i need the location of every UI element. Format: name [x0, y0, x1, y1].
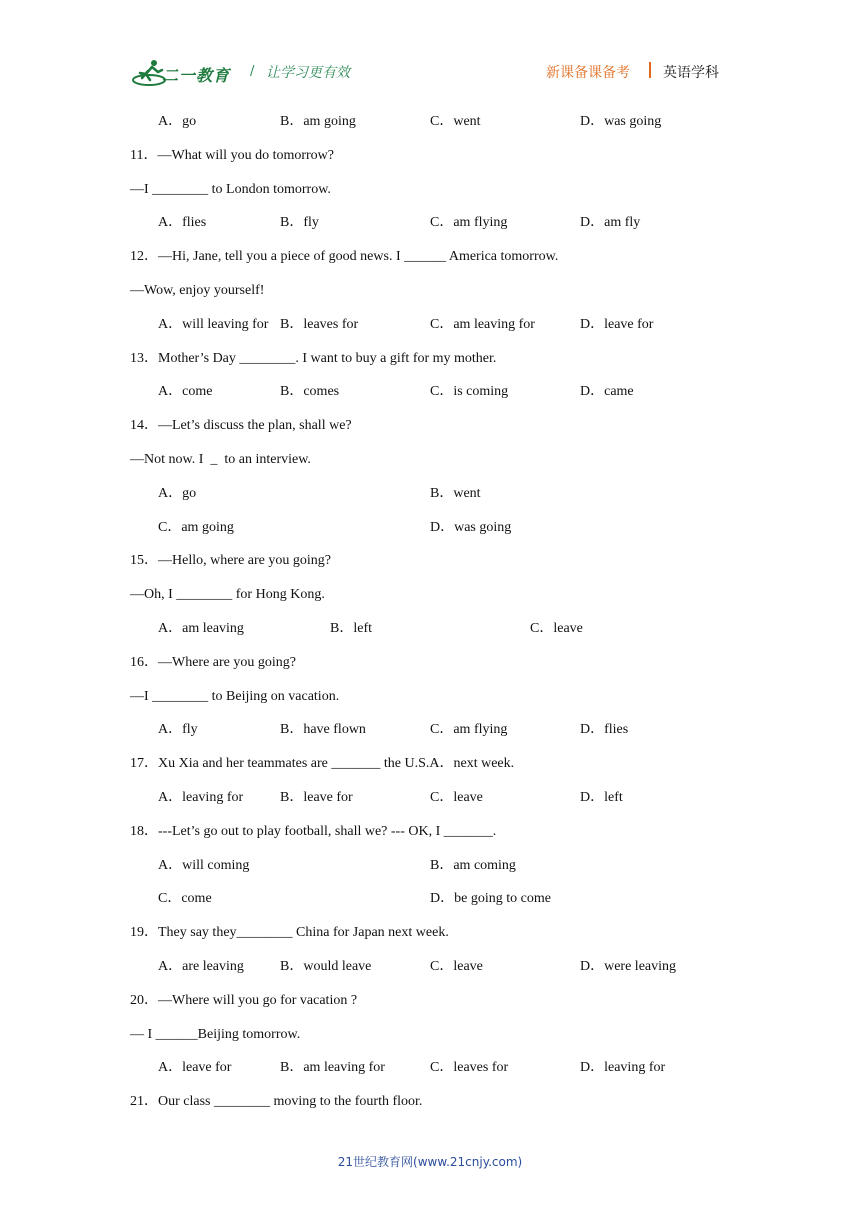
question-text: 11．—What will you do tomorrow? — [130, 147, 335, 163]
answer-option: B．left — [330, 620, 372, 636]
option-row — [130, 380, 730, 414]
question-text: — I ______Beijing tomorrow. — [130, 1026, 301, 1042]
answer-option: C．is coming — [430, 384, 509, 400]
answer-option: A．will leaving for — [158, 316, 269, 332]
answer-option: D．was going — [580, 114, 662, 129]
answer-option: B．am leaving for — [280, 1060, 385, 1076]
answer-option: B．am coming — [430, 857, 516, 873]
option-row — [130, 313, 730, 347]
answer-option: D．came — [580, 384, 634, 400]
option-row — [130, 887, 730, 921]
answer-option: C．am leaving for — [430, 316, 535, 332]
answer-option: C．leave — [530, 620, 583, 636]
question-text: —I ________ to Beijing on vacation. — [130, 688, 340, 704]
option-row — [130, 110, 730, 144]
question-text: —Wow, enjoy yourself! — [130, 282, 265, 298]
answer-option: B．would leave — [280, 958, 372, 974]
answer-option: A．will coming — [158, 857, 250, 873]
answer-option: A．fly — [158, 722, 198, 738]
answer-option: D．left — [580, 789, 623, 805]
question-text: —Not now. I _ to an interview. — [130, 451, 311, 467]
answer-option: A．come — [158, 384, 213, 400]
option-row — [130, 854, 730, 888]
answer-option: B．went — [430, 485, 481, 501]
answer-option: C．went — [430, 114, 481, 129]
answer-option: C．am going — [158, 519, 234, 535]
answer-option: B．comes — [280, 384, 340, 400]
question-list — [130, 110, 730, 1124]
header-slash: / — [250, 64, 255, 79]
answer-option: A．leaving for — [158, 789, 244, 805]
option-row — [130, 617, 730, 651]
answer-option: C．leaves for — [430, 1060, 509, 1076]
option-row — [130, 718, 730, 752]
option-row — [130, 482, 730, 516]
question-text: 13．Mother’s Day ________. I want to buy a gift for my mother. — [130, 350, 497, 366]
question-text: 12．—Hi, Jane, tell you a piece of good news. I ______ America tomorrow. — [130, 249, 559, 265]
question-text: —I ________ to London tomorrow. — [130, 181, 331, 197]
answer-option: A．flies — [158, 215, 207, 231]
question-text: 20．—Where will you go for vacation ? — [130, 992, 358, 1008]
option-row — [130, 1056, 730, 1090]
page-header — [130, 56, 730, 88]
answer-option: A．go — [158, 485, 197, 501]
answer-option: C．leave — [430, 958, 483, 974]
question-text: —Oh, I ________ for Hong Kong. — [130, 587, 325, 603]
answer-option: C．am flying — [430, 722, 508, 738]
answer-option: A．am leaving — [158, 620, 244, 636]
answer-option: B．have flown — [280, 722, 366, 738]
option-row — [130, 955, 730, 989]
answer-option: D．flies — [580, 722, 629, 738]
answer-option: C．come — [158, 891, 212, 907]
header-separator — [649, 62, 651, 78]
question-text: 19．They say they________ China for Japan next week. — [130, 925, 449, 941]
answer-option: B．leave for — [280, 789, 353, 805]
page-footer: 21世纪教育网(www.21cnjy.com) — [337, 1155, 523, 1169]
answer-option: B．am going — [280, 114, 356, 129]
answer-option: D．am fly — [580, 215, 641, 231]
option-row — [130, 786, 730, 820]
question-text: 15．—Hello, where are you going? — [130, 553, 331, 569]
question-text: 21．Our class ________ moving to the fourth floor. — [130, 1094, 423, 1110]
header-course-label: 新课备课备考 — [546, 65, 630, 81]
answer-option: C．am flying — [430, 215, 508, 231]
answer-option: B．fly — [280, 215, 319, 231]
answer-option: A．leave for — [158, 1060, 232, 1076]
answer-option: D．be going to come — [430, 891, 551, 907]
answer-option: A．go — [158, 114, 197, 129]
header-subject-label: 英语学科 — [663, 65, 719, 81]
question-text: 14．—Let’s discuss the plan, shall we? — [130, 418, 352, 434]
answer-option: C．leave — [430, 789, 483, 805]
answer-option: D．leave for — [580, 316, 654, 332]
logo-text: 二一教育 — [162, 66, 231, 85]
question-text: 18．---Let’s go out to play football, shall we? --- OK, I _______. — [130, 823, 497, 839]
question-text: 17．Xu Xia and her teammates are _______ the U.S.A．next week. — [130, 756, 515, 772]
runner-logo-icon — [132, 58, 166, 88]
option-row — [130, 211, 730, 245]
answer-option: D．was going — [430, 519, 512, 535]
answer-option: A．are leaving — [158, 958, 244, 974]
answer-option: D．were leaving — [580, 958, 677, 974]
answer-option: D．leaving for — [580, 1060, 666, 1076]
question-text: 16．—Where are you going? — [130, 654, 296, 670]
option-row — [130, 516, 730, 550]
brand-logo — [132, 58, 242, 88]
header-slogan: 让学习更有效 — [266, 65, 350, 81]
answer-option: B．leaves for — [280, 316, 359, 332]
